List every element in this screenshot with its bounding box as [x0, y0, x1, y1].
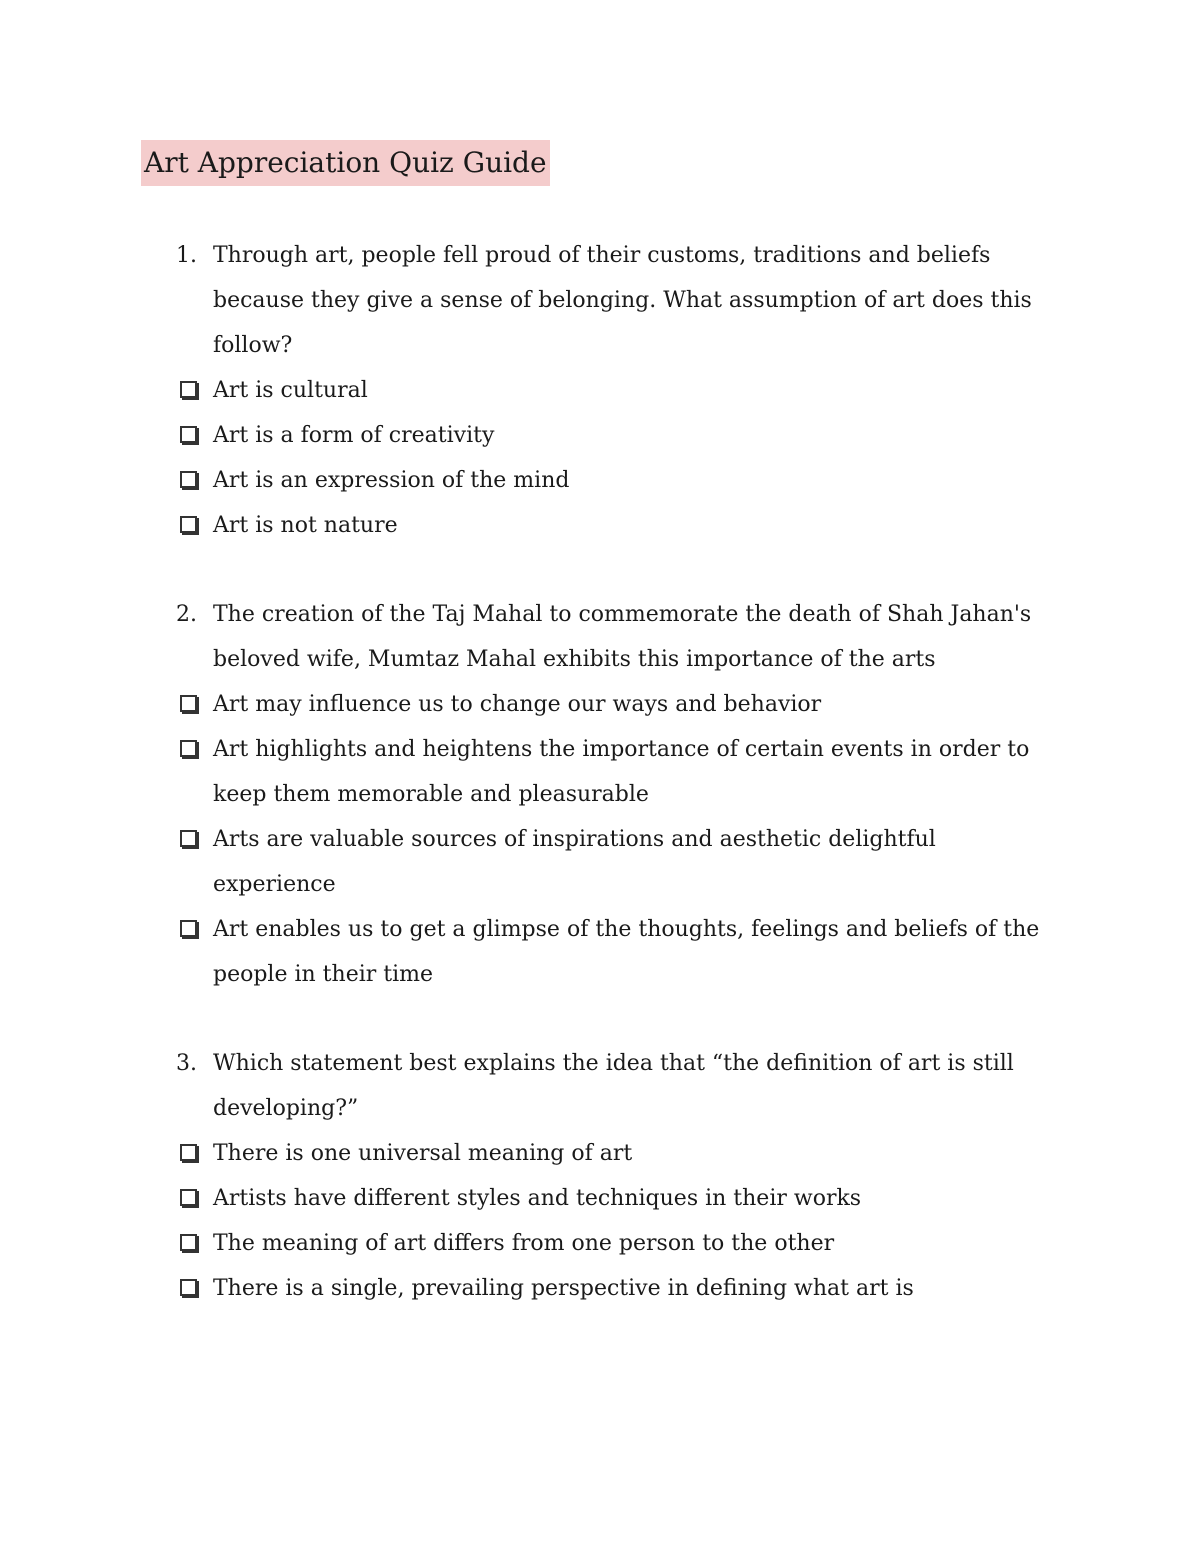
option-2c[interactable]: [0, 817, 1053, 907]
checkbox-icon[interactable]: [180, 1234, 197, 1251]
question-block-1: [0, 233, 1200, 548]
checkbox-icon[interactable]: [180, 740, 197, 757]
option-3b[interactable]: [0, 1176, 1053, 1221]
option-label: Art is an expression of the mind: [213, 468, 570, 493]
checkbox-icon[interactable]: [180, 426, 197, 443]
question-block-3: [0, 1041, 1200, 1311]
checkbox-icon[interactable]: [180, 1144, 197, 1161]
checkbox-icon[interactable]: [180, 695, 197, 712]
option-label: Art is a form of creativity: [213, 423, 495, 448]
option-3c[interactable]: [0, 1221, 1053, 1266]
checkbox-icon[interactable]: [180, 1189, 197, 1206]
option-1d[interactable]: [0, 503, 1053, 548]
quiz-list: [0, 233, 1200, 1355]
option-label: Art highlights and heightens the importance of certain events in order to keep them memorable and pleasurable: [213, 737, 1030, 807]
option-label: There is a single, prevailing perspective in defining what art is: [213, 1276, 914, 1301]
checkbox-icon[interactable]: [180, 516, 197, 533]
option-label: Art enables us to get a glimpse of the thoughts, feelings and beliefs of the people in their time: [213, 917, 1040, 987]
checkbox-icon[interactable]: [180, 830, 197, 847]
question-text: Through art, people fell proud of their customs, traditions and beliefs because they give a sense of belonging. What assumption of art does this follow?: [213, 243, 1032, 358]
option-label: Artists have different styles and techniques in their works: [213, 1186, 862, 1211]
question-3: [0, 1041, 1053, 1131]
option-label: Art is cultural: [213, 378, 368, 403]
option-2d[interactable]: [0, 907, 1053, 997]
page-title: Art Appreciation Quiz Guide: [141, 140, 550, 186]
checkbox-icon[interactable]: [180, 920, 197, 937]
question-1: [0, 233, 1053, 368]
option-label: Art may influence us to change our ways and behavior: [213, 692, 822, 717]
option-1b[interactable]: [0, 413, 1053, 458]
option-label: The meaning of art differs from one person to the other: [213, 1231, 835, 1256]
question-block-2: [0, 592, 1200, 997]
option-2b[interactable]: [0, 727, 1053, 817]
question-number: 2.: [176, 602, 197, 627]
option-3d[interactable]: [0, 1266, 1053, 1311]
question-number: 1.: [176, 243, 197, 268]
option-1a[interactable]: [0, 368, 1053, 413]
option-label: There is one universal meaning of art: [213, 1141, 633, 1166]
option-label: Art is not nature: [213, 513, 398, 538]
option-3a[interactable]: [0, 1131, 1053, 1176]
option-label: Arts are valuable sources of inspirations and aesthetic delightful experience: [213, 827, 936, 897]
option-1c[interactable]: [0, 458, 1053, 503]
question-text: The creation of the Taj Mahal to commemorate the death of Shah Jahan's beloved wife, Mumtaz Mahal exhibits this importance of the arts: [213, 602, 1032, 672]
checkbox-icon[interactable]: [180, 381, 197, 398]
question-number: 3.: [176, 1051, 197, 1076]
checkbox-icon[interactable]: [180, 1279, 197, 1296]
question-2: [0, 592, 1053, 682]
checkbox-icon[interactable]: [180, 471, 197, 488]
option-2a[interactable]: [0, 682, 1053, 727]
question-text: Which statement best explains the idea that “the definition of art is still developing?”: [213, 1051, 1014, 1121]
